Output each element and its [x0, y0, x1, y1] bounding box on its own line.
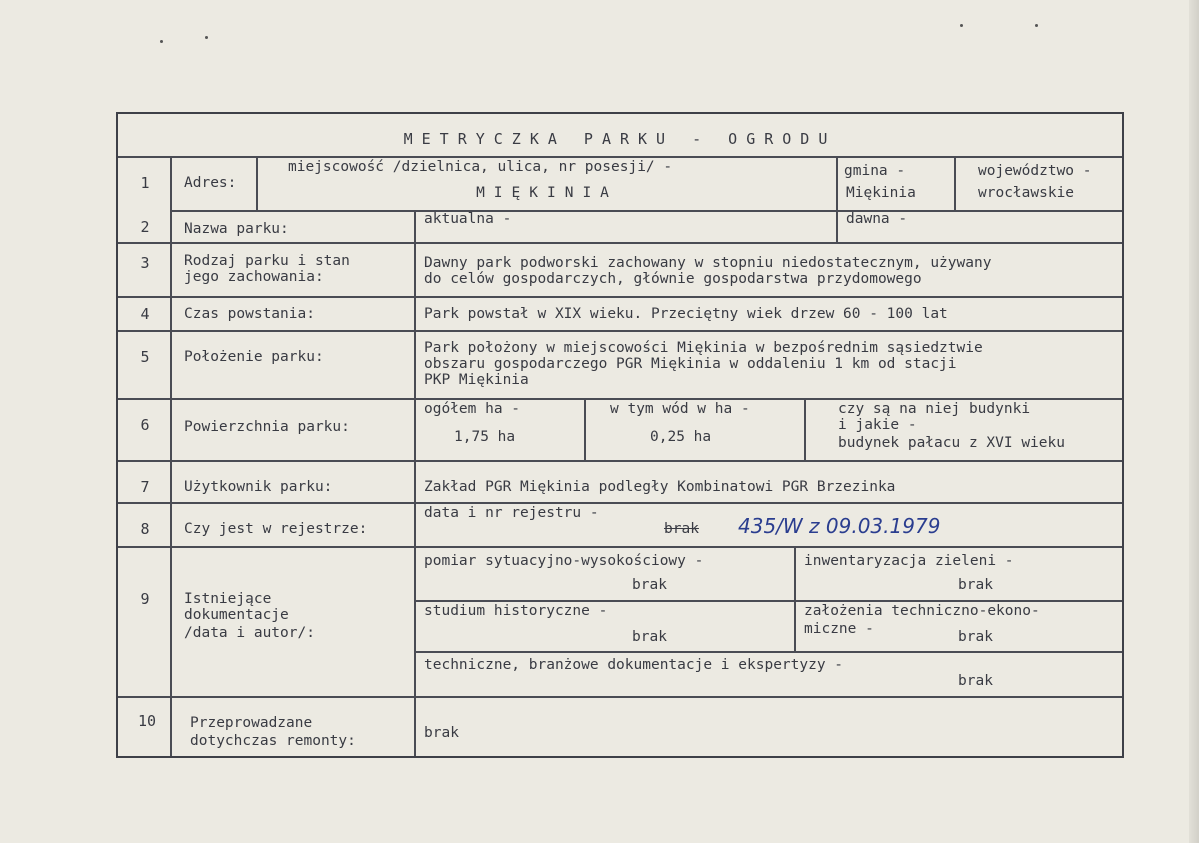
row-divider	[170, 210, 1122, 212]
row-divider	[118, 696, 1122, 698]
park-type-label: jego zachowania:	[184, 269, 324, 285]
row-divider	[118, 398, 1122, 400]
paper-speck	[160, 40, 163, 43]
column-divider	[836, 156, 838, 242]
survey-label: pomiar sytuacyjno-wysokościowy -	[424, 553, 704, 569]
row-number: 10	[137, 712, 157, 730]
gmina-label: gmina -	[844, 163, 906, 179]
buildings-value: budynek pałacu z XVI wieku	[838, 435, 1065, 451]
row-number: 4	[140, 305, 150, 323]
column-divider	[794, 546, 796, 651]
column-divider	[584, 398, 586, 460]
column-divider	[804, 398, 806, 460]
paper-speck	[205, 36, 208, 39]
buildings-label: czy są na niej budynki	[838, 401, 1031, 417]
history-study-label: studium historyczne -	[424, 603, 608, 619]
voivodeship-value: wrocławskie	[978, 185, 1075, 201]
park-type-value: do celów gospodarczych, głównie gospodarstwa przydomowego	[424, 271, 922, 287]
row-divider	[118, 330, 1122, 332]
subrow-divider	[414, 600, 1122, 602]
number-column-divider	[170, 156, 172, 756]
park-user-label: Użytkownik parku:	[184, 479, 333, 495]
history-study-value: brak	[632, 629, 667, 645]
row-divider	[118, 156, 1122, 158]
location-label: Położenie parku:	[184, 349, 324, 365]
expertise-value: brak	[958, 673, 993, 689]
row-number: 7	[140, 478, 150, 496]
register-handwritten-note: 435/W z 09.03.1979	[738, 514, 941, 538]
total-area-value: 1,75 ha	[454, 429, 516, 445]
row-number: 9	[140, 590, 150, 608]
tech-econ-value: brak	[958, 629, 993, 645]
paper-speck	[1035, 24, 1038, 27]
greenery-label: inwentaryzacja zieleni -	[804, 553, 1014, 569]
water-area-value: 0,25 ha	[650, 429, 712, 445]
tech-econ-label: założenia techniczno-ekono-	[804, 603, 1040, 619]
paper-edge	[1189, 0, 1199, 843]
documentation-label: Istniejące	[184, 591, 272, 607]
register-date-label: data i nr rejestru -	[424, 505, 599, 521]
greenery-value: brak	[958, 577, 993, 593]
park-name-label: Nazwa parku:	[184, 221, 289, 237]
column-divider	[256, 156, 258, 210]
address-header: miejscowość /dzielnica, ulica, nr posesji/ -	[288, 159, 673, 175]
register-label: Czy jest w rejestrze:	[184, 521, 368, 537]
tech-econ-label: miczne -	[804, 621, 874, 637]
row-number: 5	[140, 348, 150, 366]
renovations-value: brak	[424, 725, 459, 741]
row-number: 8	[140, 520, 150, 538]
former-name-label: dawna -	[846, 211, 908, 227]
address-label: Adres:	[184, 175, 237, 191]
current-name-label: aktualna -	[424, 211, 512, 227]
park-record-form	[116, 112, 1124, 758]
row-number: 3	[140, 254, 150, 272]
row-number: 6	[140, 416, 150, 434]
park-type-value: Dawny park podworski zachowany w stopniu niedostatecznym, używany	[424, 255, 992, 271]
survey-value: brak	[632, 577, 667, 593]
documentation-label: /data i autor/:	[184, 625, 315, 641]
paper-speck	[960, 24, 963, 27]
row-number: 2	[140, 218, 150, 236]
address-value: MIĘKINIA	[476, 185, 618, 201]
column-divider	[414, 210, 416, 756]
total-area-label: ogółem ha -	[424, 401, 521, 417]
renovations-label: Przeprowadzane	[190, 715, 313, 731]
park-user-value: Zakład PGR Miękinia podległy Kombinatowi PGR Brzezinka	[424, 479, 896, 495]
row-divider	[118, 546, 1122, 548]
row-divider	[118, 502, 1122, 504]
voivodeship-label: województwo -	[978, 163, 1092, 179]
row-divider	[118, 296, 1122, 298]
creation-time-value: Park powstał w XIX wieku. Przeciętny wiek drzew 60 - 100 lat	[424, 306, 948, 322]
location-value: obszaru gospodarczego PGR Miękinia w oddaleniu 1 km od stacji	[424, 356, 957, 372]
register-struck-value: brak	[664, 521, 699, 537]
row-number: 1	[140, 174, 150, 192]
location-value: Park położony w miejscowości Miękinia w bezpośrednim sąsiedztwie	[424, 340, 983, 356]
subrow-divider	[414, 651, 1122, 653]
gmina-value: Miękinia	[846, 185, 916, 201]
row-divider	[118, 242, 1122, 244]
buildings-label: i jakie -	[838, 417, 917, 433]
renovations-label: dotychczas remonty:	[190, 733, 356, 749]
park-type-label: Rodzaj parku i stan	[184, 253, 350, 269]
column-divider	[954, 156, 956, 210]
row-divider	[118, 460, 1122, 462]
water-area-label: w tym wód w ha -	[610, 401, 750, 417]
creation-time-label: Czas powstania:	[184, 306, 315, 322]
expertise-label: techniczne, branżowe dokumentacje i ekspertyzy -	[424, 657, 844, 673]
form-title: METRYCZKA PARKU - OGRODU	[403, 130, 837, 148]
documentation-label: dokumentacje	[184, 607, 289, 623]
location-value: PKP Miękinia	[424, 372, 529, 388]
area-label: Powierzchnia parku:	[184, 419, 350, 435]
